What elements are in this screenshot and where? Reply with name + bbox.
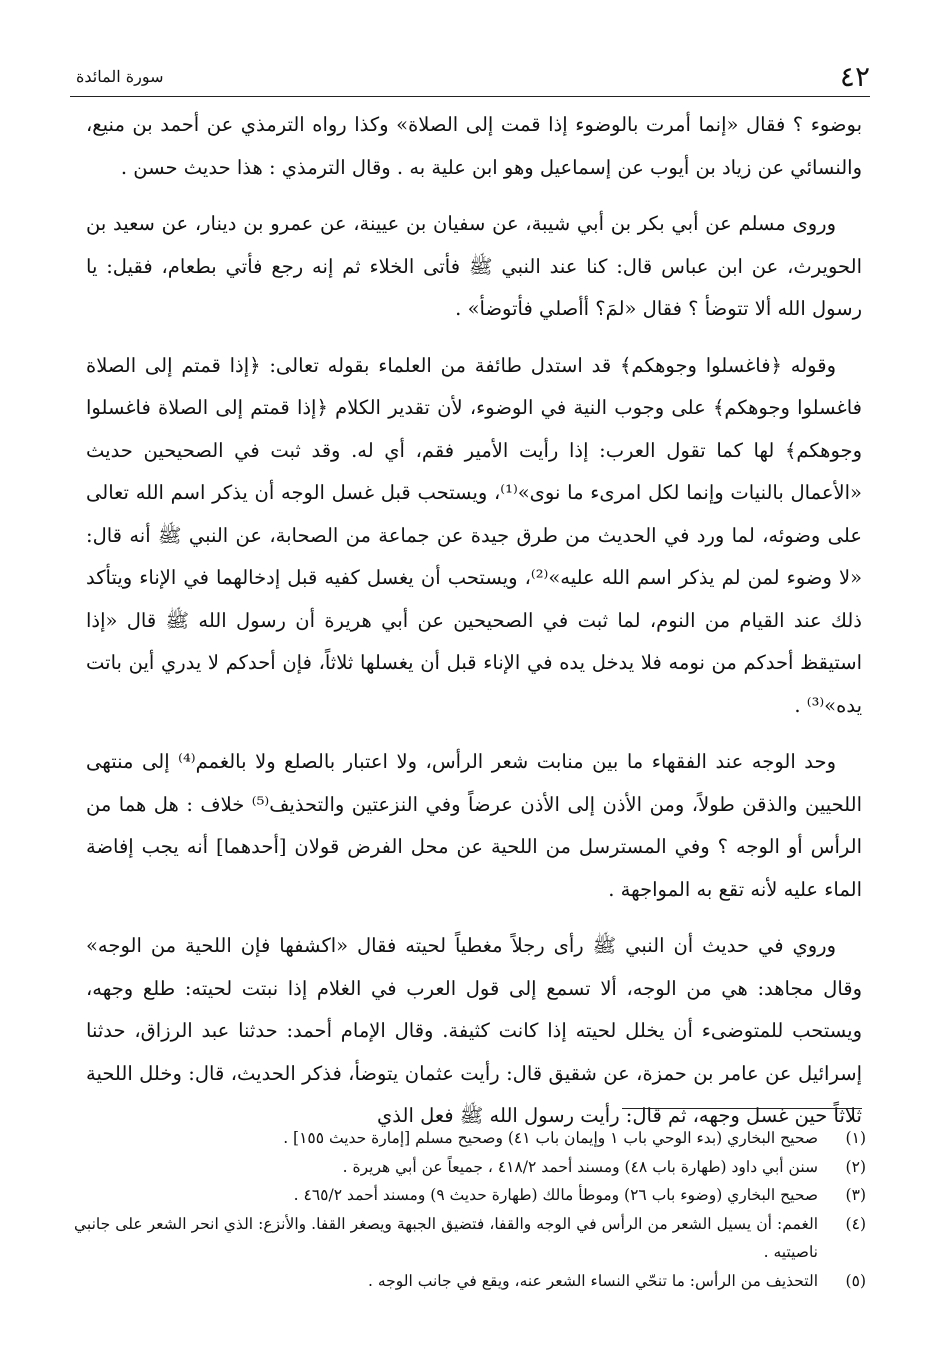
main-text [86,104,862,1138]
surah-title: سورة المائدة [76,67,164,86]
paragraph: وقوله ﴿فاغسلوا وجوهكم﴾ قد استدل طائفة من العلماء بقوله تعالى: ﴿إذا قمتم إلى الصلاة فاغسلوا وجوهكم﴾ على وجوب النية في الوضوء، لأن تقدير الكلام ﴿إذا قمتم إلى الصلاة فاغسلوا وجوهكم﴾ لها كما تقول العرب: إذا رأيت الأمير فقم، أي له. وقد ثبت في الصحيحين حديث «الأعمال بالنيات وإنما لكل امرىء ما نوى»⁽¹⁾، ويستحب قبل غسل الوجه أن يذكر اسم الله تعالى على وضوئه، لما ورد في الحديث من طرق جيدة عن جماعة من الصحابة، عن النبي ﷺ أنه قال: «لا وضوء لمن لم يذكر اسم الله عليه»⁽²⁾، ويستحب أن يغسل كفيه قبل إدخالهما في الإناء ويتأكد ذلك عند القيام من النوم، لما ثبت في الصحيحين عن أبي هريرة أن رسول الله ﷺ قال «إذا استيقظ أحدكم من نومه فلا يدخل يده في الإناء قبل أن يغسلها ثلاثاً، فإن أحدكم لا يدري أين باتت يده»⁽³⁾ . [86,353,863,717]
page-number: ٤٢ [839,60,870,93]
footnote [74,1210,866,1267]
footnote-text: صحيح البخاري (بدء الوحي باب ١ وإيمان باب ٤١) وصحيح مسلم [إمارة حديث ١٥٥] . [283,1129,818,1147]
footnotes [74,1124,866,1295]
footnote [74,1153,866,1182]
footnote-number: (٥) [845,1271,866,1290]
footnote [74,1124,866,1153]
footnote-text: صحيح البخاري (وضوء باب ٢٦) وموطأ مالك (طهارة حديث ٩) ومسند أحمد ٤٦٥/٢ . [293,1186,818,1204]
paragraph: وروي في حديث أن النبي ﷺ رأى رجلاً مغطياً لحيته فقال «اكشفها فإن اللحية من الوجه» وقال مجاهد: هي من الوجه، ألا تسمع إلى قول العرب في الغلام إذا نبتت لحيته: طلع وجهه، ويستحب للمتوضىء أن يخلل لحيته إذا كانت كثيفة. وقال الإمام أحمد: حدثنا عبد الرزاق، حدثنا إسرائيل عن عامر بن حمزة، عن شقيق قال: رأيت عثمان يتوضأ، فذكر الحديث، قال: وخلل اللحية ثلاثاً حين غسل وجهه، ثم قال: رأيت رسول الله ﷺ فعل الذي [86,934,862,1127]
paragraph: وحد الوجه عند الفقهاء ما بين منابت شعر الرأس، ولا اعتبار بالصلع ولا بالغمم⁽⁴⁾ إلى منتهى اللحيين والذقن طولاً، ومن الأذن إلى الأذن عرضاً وفي النزعتين والتحذيف⁽⁵⁾ خلاف : هل هما من الرأس أو الوجه ؟ وفي المسترسل من اللحية عن محل الفرض قولان [أحدهما] أنه يجب إفاضة الماء عليه لأنه تقع به المواجهة . [86,750,862,901]
footnote-number: (١) [845,1129,866,1147]
footnote-divider [622,1108,862,1109]
footnote-text: التحذيف من الرأس: ما تنحّي النساء الشعر عنه، ويقع في جانب الوجه . [368,1271,818,1290]
footnote-number: (٢) [845,1157,866,1176]
footnote [74,1181,866,1210]
footnote-number: (٣) [845,1186,866,1204]
running-header [70,60,870,97]
footnote-number: (٤) [845,1214,866,1233]
footnote [74,1267,866,1296]
footnote-text: سنن أبي داود (طهارة باب ٤٨) ومسند أحمد ٤١٨/٢ ، جميعاً عن أبي هريرة . [342,1157,818,1176]
footnote-text: الغمم: أن يسيل الشعر من الرأس في الوجه والقفا، فتضيق الجبهة ويصغر القفا. والأنزع: الذي انحر الشعر على جانبي ناصيتيه . [74,1214,818,1261]
paragraph: وروى مسلم عن أبي بكر بن أبي شيبة، عن سفيان بن عيينة، عن عمرو بن دينار، عن سعيد بن الحويرث، عن ابن عباس قال: كنا عند النبي ﷺ فأتى الخلاء ثم إنه رجع فأتي بطعام، فقيل: يا رسول الله ألا تتوضأ ؟ فقال «لمَ؟ أأصلي فأتوضأ» . [86,212,862,320]
paragraph: بوضوء ؟ فقال «إنما أمرت بالوضوء إذا قمت إلى الصلاة» وكذا رواه الترمذي عن أحمد بن منيع، والنسائي عن زياد بن أيوب عن إسماعيل وهو ابن علية به . وقال الترمذي : هذا حديث حسن . [86,113,862,179]
